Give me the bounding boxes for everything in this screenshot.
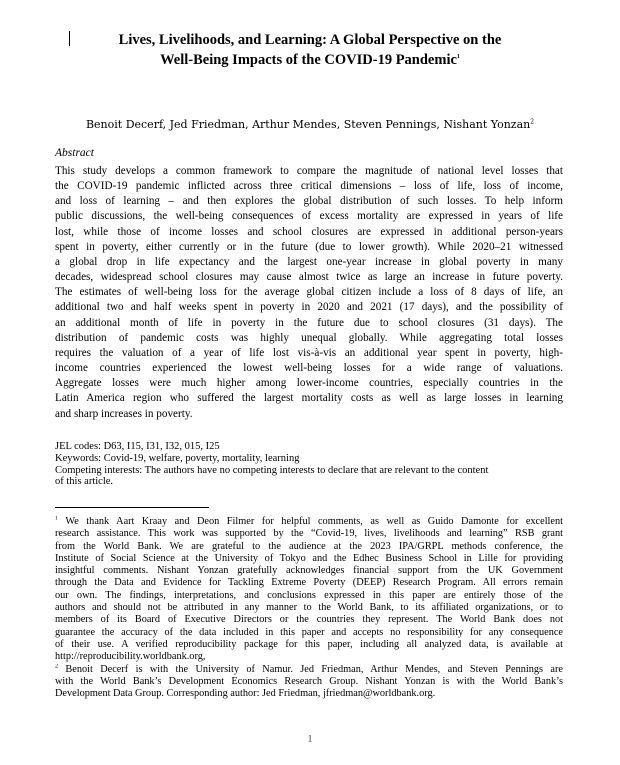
footnote-line: Development Data Group. Corresponding author: Jed Friedman, jfriedman@worldbank.org.: [55, 688, 436, 700]
footnote-line: guarantee the accuracy of the data included in this paper and accepts no responsibility for any consequence: [55, 626, 563, 638]
abstract-line: and sharp increases in poverty.: [55, 407, 193, 420]
keywords: Keywords: Covid-19, welfare, poverty, mortality, learning: [55, 452, 300, 464]
abstract-line: a global drop in life expectancy and the largest one-year increase in global poverty in many: [55, 255, 563, 268]
abstract-line: an additional month of life in poverty in the future due to school closures (31 days). The: [55, 316, 563, 329]
footnote-1: [55, 516, 563, 664]
title-line-2-text: Well-Being Impacts of the COVID-19 Pandemic: [160, 52, 457, 68]
authors-text: Benoit Decerf, Jed Friedman, Arthur Mendes, Steven Pennings, Nishant Yonzan: [85, 118, 531, 131]
footnote-mark: 1: [55, 516, 58, 522]
abstract-line: the COVID-19 pandemic inflicted across three critical dimensions – loss of life, loss of income,: [55, 180, 563, 193]
footnote-line: members of its Board of Executive Directors or the countries they represent. The World Bank does not: [55, 614, 563, 626]
abstract-line: decades, widespread school closures may cause almost twice as large an increase in future poverty.: [55, 271, 563, 284]
abstract-heading: Abstract: [55, 147, 94, 159]
title-line-2: [60, 50, 560, 70]
author-list: [40, 118, 580, 131]
footnote-line: research assistance. This work was supported by the “Covid-19, lives, livelihoods and learning” RSB grant: [55, 528, 563, 540]
abstract-body: [55, 164, 563, 422]
title-footnote-mark: 1: [456, 54, 460, 61]
jel-codes: JEL codes: D63, I15, I31, I32, 015, I25: [55, 441, 220, 452]
competing-interests-line-2: of this article.: [55, 476, 114, 488]
abstract-line: The estimates of well-being loss for the average global citizen include a loss of 8 days of life, an: [55, 286, 563, 299]
footnote-line: Institute of Social Science at the University of Tokyo and the Edhec Business School in Lille for providing: [55, 552, 563, 564]
abstract-line: requires the valuation of a year of life lost vis-à-vis an additional year spent in poverty, high-: [55, 346, 563, 359]
footnote-line: insightful comments. Nishant Yonzan gratefully acknowledges financial support from the UK Government: [55, 565, 563, 577]
authors-footnote-mark: 2: [530, 118, 535, 126]
abstract-line: income countries experienced the lowest well-being losses for a wide range of valuations.: [55, 362, 563, 375]
footnote-line: with the World Bank’s Development Economics Research Group. Nishant Yonzan is with the World Bank’s: [55, 675, 563, 687]
competing-interests-line-1: Competing interests: The authors have no competing interests to declare that are relevant to the content: [55, 464, 489, 476]
abstract-line: Aggregate losses were much higher among lower-income countries, especially countries in the: [55, 377, 563, 390]
title-line-1: Lives, Livelihoods, and Learning: A Global Perspective on the: [118, 32, 502, 48]
footnote-mark: 2: [55, 663, 58, 670]
footnote-separator: [55, 507, 209, 508]
abstract-line: spent in poverty, either currently or in the future (due to lower growth). While 2020–21 witnessed: [55, 240, 563, 253]
abstract-line: This study develops a common framework to compare the magnitude of national level losses that: [55, 165, 563, 177]
footnote-line: our own. The findings, interpretations, and conclusions expressed in this paper are entirely those of the: [55, 589, 563, 601]
footnote-line: http://reproducibility.worldbank.org,: [55, 651, 206, 663]
abstract-line: Latin America region who suffered the largest mortality costs as well as large losses in learning: [55, 392, 563, 405]
footnote-line: [55, 516, 563, 528]
footnote-line: from the World Bank. We are grateful to the audience at the 2023 IPA/GRPL methods conference, the: [55, 540, 563, 552]
paper-title: [60, 30, 560, 70]
footnote-line: [55, 664, 563, 676]
footnote-line: through the Data and Evidence for Tackling Extreme Poverty (DEEP) Research Program. All errors remain: [55, 577, 563, 589]
footnote-line: of their use. A verified reproducibility package for this paper, including all analyzed data, is available at: [55, 638, 563, 650]
abstract-line: lost, while those of income losses and school closures are expressed in additional person-years: [55, 225, 563, 238]
page-number: 1: [307, 733, 313, 745]
footnote-text: Benoit Decerf is with the University of Namur. Jed Friedman, Arthur Mendes, and Steven Pennings are: [58, 663, 563, 675]
footnote-line: authors and should not be attributed in any manner to the World Bank, to its affiliated organizations, or to: [55, 602, 563, 614]
article-metadata: [55, 441, 563, 488]
abstract-line: additional two and half weeks spent in poverty in 2020 and 2021 (17 days), and the possibility of: [55, 301, 563, 314]
footnotes: [55, 516, 563, 700]
footnote-text: We thank Aart Kraay and Deon Filmer for helpful comments, as well as Guido Damonte for excellent: [58, 516, 563, 527]
abstract-line: and loss of learning – and then explores the global distribution of such losses. To help inform: [55, 195, 563, 208]
abstract-line: distribution of pandemic costs was highly unequal globally. While aggregating total losses: [55, 331, 563, 344]
footnote-2: [55, 664, 563, 701]
abstract-line: public discussions, the well-being consequences of excess mortality are expressed in years of life: [55, 210, 563, 223]
